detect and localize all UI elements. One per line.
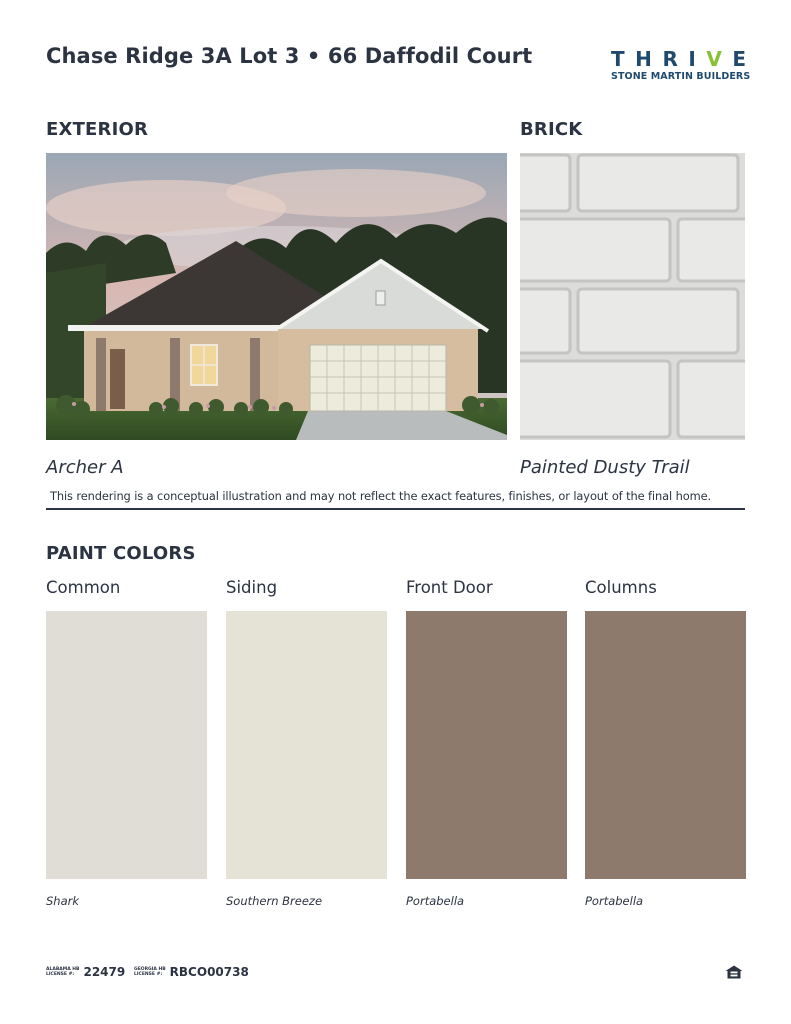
paint-label-columns: Columns <box>585 578 657 597</box>
paint-label-front-door: Front Door <box>406 578 493 597</box>
logo-subtitle: STONE MARTIN BUILDERS <box>611 71 751 82</box>
logo-wordmark: T H R I V E <box>611 47 746 71</box>
paint-label-siding: Siding <box>226 578 278 597</box>
license-georgia-number: RBCO00738 <box>169 965 249 979</box>
thrive-logo <box>611 47 751 82</box>
brick-heading: BRICK <box>520 119 583 140</box>
paint-name-siding: Southern Breeze <box>226 894 323 908</box>
license-alabama: ALABAMA HB LICENSE #: 22479 <box>46 965 126 979</box>
divider <box>46 508 745 510</box>
exterior-heading: EXTERIOR <box>46 119 149 140</box>
paint-name-common: Shark <box>46 894 80 908</box>
license-georgia: GEORGIA HB LICENSE #: RBCO00738 <box>134 965 249 979</box>
brick-texture-image <box>520 153 745 440</box>
paint-swatch-front-door <box>406 611 567 879</box>
brick-caption: Painted Dusty Trail <box>520 457 690 478</box>
paint-colors-heading: PAINT COLORS <box>46 543 196 564</box>
paint-name-front-door: Portabella <box>406 894 465 908</box>
exterior-caption: Archer A <box>46 457 124 478</box>
paint-swatch-columns <box>585 611 746 879</box>
paint-name-columns: Portabella <box>585 894 644 908</box>
paint-label-common: Common <box>46 578 121 597</box>
paint-swatch-siding <box>226 611 387 879</box>
license-alabama-number: 22479 <box>83 965 126 979</box>
equal-housing-icon <box>725 964 743 978</box>
page-title: Chase Ridge 3A Lot 3 • 66 Daffodil Court <box>46 44 533 68</box>
disclaimer-text: This rendering is a conceptual illustration and may not reflect the exact features, finishes, or layout of the final home. <box>50 489 711 503</box>
paint-swatch-common <box>46 611 207 879</box>
exterior-rendering-image <box>46 153 507 440</box>
